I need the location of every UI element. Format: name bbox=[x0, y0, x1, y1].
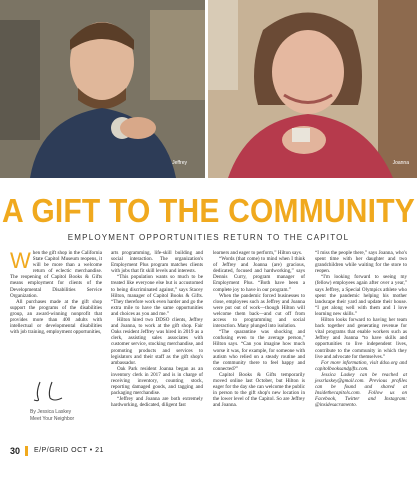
article-paragraph: learners and eager to perform,” Hilton says. bbox=[213, 250, 303, 256]
article-paragraph: “I miss the people there,” says Joanna, who's spent time with her daughter and two grandchildren while waiting for the store to reopen. bbox=[315, 250, 407, 275]
photo-jeffrey-illustration bbox=[0, 0, 205, 178]
byline-author: By Jessica Laskey bbox=[30, 409, 72, 415]
article-paragraph: “Jeffrey and Joanna are both extremely hardworking, dedicated, diligent fast bbox=[111, 396, 203, 409]
article-column-2 bbox=[111, 250, 203, 408]
article-paragraph: For more information, visit ddso.org and capitolbooksandgifts.com. bbox=[315, 359, 407, 372]
subhead: EMPLOYMENT OPPORTUNITIES RETURN TO THE CAPITOL bbox=[67, 233, 350, 242]
signature-mark bbox=[22, 378, 82, 404]
paragraph-text: hen the gift shop in the California State Capitol Museum reopens, it will be more than a welcome return of eclectic merchandise. The reopening of Capitol Books & Gifts means employment for clients of the Developmental Disabilities Service Organization. bbox=[10, 250, 102, 299]
byline-column: Meet Your Neighbor bbox=[30, 416, 75, 422]
article-paragraph: When the pandemic forced businesses to close, employees such as Jeffrey and Joanna were put out of work—though Hilton will welcome them back—and cut off from access to programming and social interaction. Many plunged into isolation. bbox=[213, 292, 305, 330]
photo-strip bbox=[0, 0, 417, 178]
page-number: 30 bbox=[10, 446, 21, 456]
article-paragraph: Hilton looks forward to having her team back together and generating revenue for vital programs that enable workers such as Jeffrey and Joanna “to have skills and opportunities to live independent lives, contribute to the community in which they live and advocate for themselves.” bbox=[315, 317, 407, 360]
photo-caption-right: Joanna bbox=[392, 160, 409, 166]
page-footer bbox=[10, 446, 407, 460]
byline bbox=[30, 409, 74, 423]
photo-jeffrey bbox=[0, 0, 205, 178]
article-paragraph: “The quarantine was shocking and confusing even to the average person,” Hilton says. “Can you imagine how much worse it was, for example, for someone with autism who relied on a steady routine and the community there to feel happy and connected?” bbox=[213, 329, 305, 372]
article-column-3 bbox=[213, 250, 305, 408]
issue-label: E/P/GRID OCT • 21 bbox=[34, 447, 104, 454]
article-column-4 bbox=[315, 250, 407, 408]
photo-caption-left: Jeffrey bbox=[172, 160, 187, 166]
author-note: Jessica Laskey can be reached at jessrlaskey@gmail.com. Previous profiles can be found and shared at Insidethecapitols.com. Follow us on Facebook, Twitter and Instagram: @insidesacramento. bbox=[315, 371, 407, 409]
article-paragraph bbox=[10, 250, 102, 299]
article-paragraph: Oak Park resident Joanna began as an inventory clerk in 2017 and is in charge of receiving inventory, counting stock, reporting damaged goods, and tagging and packaging merchandise. bbox=[111, 365, 203, 397]
photo-joanna-illustration bbox=[208, 0, 417, 178]
article-paragraph: arts programming, life-skill building and social interaction. The organization's Employment Plus program matches clients with jobs that fit skill levels and interests. bbox=[111, 250, 203, 275]
article-paragraph: “I'm looking forward to seeing my (fellow) employees again after over a year,” says Jeffrey, a Special Olympics athlete who spent the pandemic helping his mother landscape their yard and update their house. “I get along well with them and I love learning new skills.” bbox=[315, 274, 407, 317]
article-paragraph: “Words (that come) to mind when I think of Jeffrey and Joanna (are) gracious, dedicated, focused and hardworking,” says Dennis Curry, program manager of Employment Plus. “Both have been a complete joy to have in our program.” bbox=[213, 256, 305, 293]
article-paragraph: “This population wants so much to be treated like everyone else but is accustomed to being discriminated against,” says Stacey Hilton, manager of Capitol Books & Gifts. “They therefore work even harder and go the extra mile to have the same opportunities and choices as you and me.” bbox=[111, 274, 203, 317]
article-paragraph: Hilton hired two DDSO clients, Jeffrey and Joanna, to work at the gift shop. Fair Oaks resident Jeffrey was hired in 2019 as a clerk, assisting sales associates with customer service, stocking merchandise, and promoting products and services to legislators and their staff as the gift shop's ambassador. bbox=[111, 317, 203, 366]
drop-cap: W bbox=[10, 248, 31, 273]
article-column-1 bbox=[10, 250, 102, 335]
footer-divider bbox=[25, 446, 28, 456]
article-paragraph: All purchases made at the gift shop support the programs of the disabilities group, an award-winning nonprofit that provides more than 400 adults with intellectual or developmental disabilities with job training, employment opportunities, bbox=[10, 298, 102, 336]
photo-joanna bbox=[208, 0, 417, 178]
headline: A GIFT TO THE COMMUNITY bbox=[2, 193, 415, 230]
article-paragraph: Capitol Books & Gifts temporarily moved online last October, but Hilton is eager for the day she can welcome the public in person to the gift shop's new location in the lower level of the Capitol. So are Jeffrey and Joanna. bbox=[213, 371, 305, 409]
